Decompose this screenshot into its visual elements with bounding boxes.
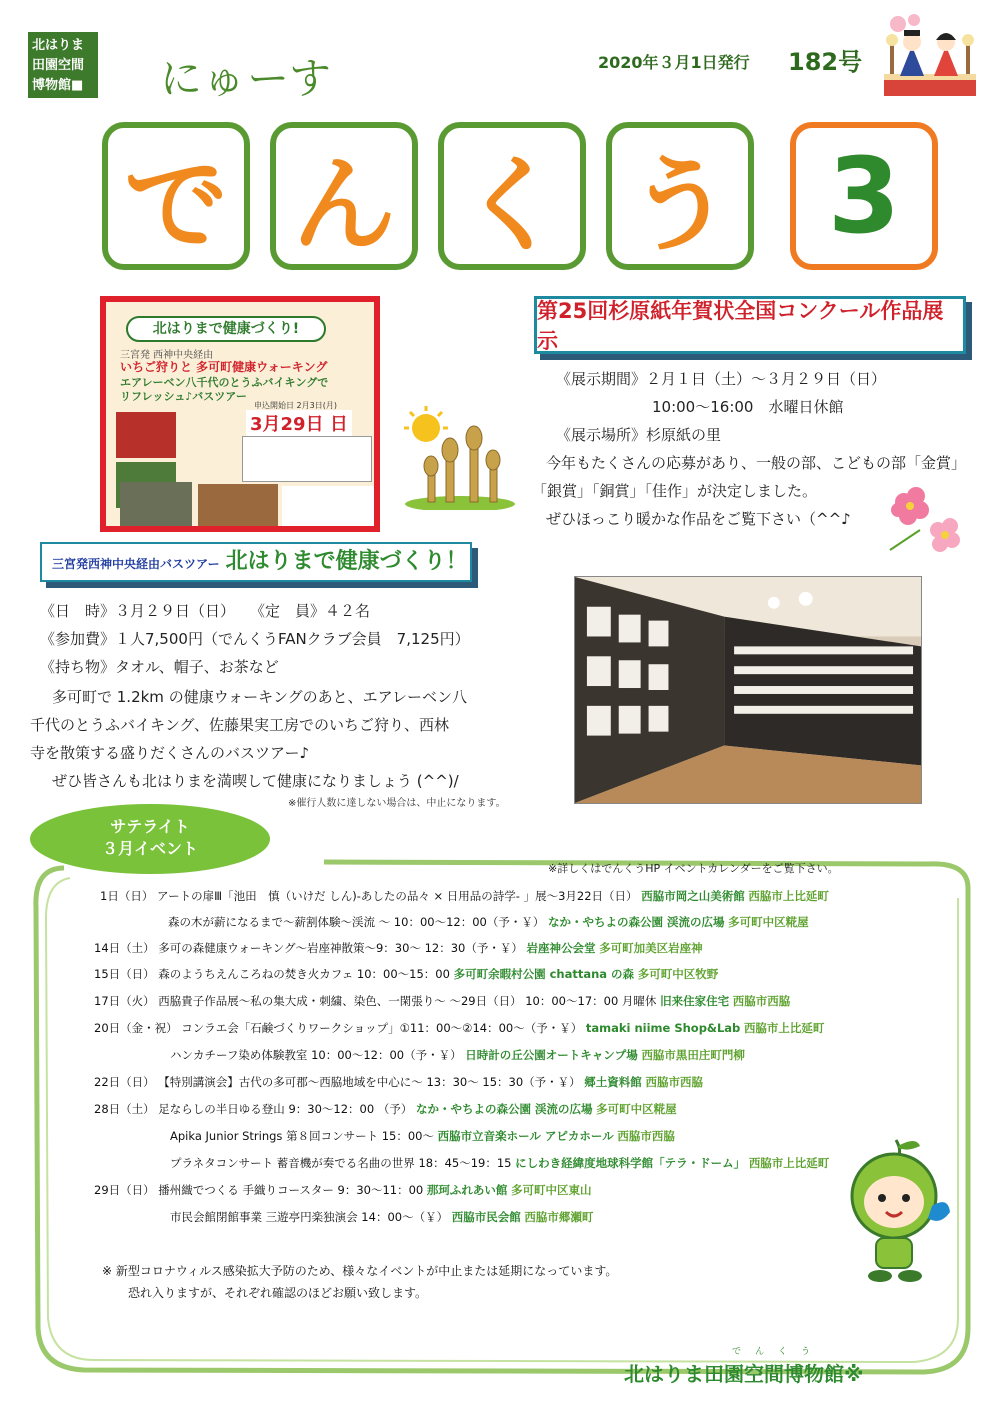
event-venue: 岩座神公会堂: [526, 941, 596, 955]
event-area: 西脇市西脇: [732, 994, 791, 1008]
event-row: [94, 966, 718, 982]
event-area: 多可町加美区岩座神: [599, 941, 703, 955]
exhibition-place: 《展示場所》杉原紙の里: [556, 426, 722, 444]
event-venue: 那珂ふれあい館: [426, 1183, 508, 1197]
building-photo: [120, 482, 192, 526]
event-row: [94, 940, 703, 956]
poster-info-table: [242, 436, 372, 482]
exhibition-title: 第25回杉原紙年賀状全国コンクール作品展示: [534, 296, 966, 354]
event-venue: 旧来住家住宅: [660, 994, 730, 1008]
food-photo: [198, 484, 278, 528]
bus-tour-title: [40, 542, 472, 582]
bus-tour-poster: [100, 296, 380, 532]
museum-logo: [28, 32, 98, 98]
bus-tour-body: ぜひ皆さんも北はりまを満喫して健康になりましょう (^^)/: [52, 772, 459, 790]
event-date: 15日（日）: [94, 967, 155, 981]
title-tile-number: 3: [790, 122, 938, 270]
bus-tour-title-small: 三宮発西神中央経由バスツアー: [52, 557, 220, 571]
event-area: 多可町中区牧野: [637, 967, 719, 981]
event-venue: 西脇市岡之山美術館: [641, 889, 745, 903]
plum-flowers-illustration: [880, 480, 970, 560]
issue-number: 182号: [788, 48, 863, 76]
exhibition-body: 「銀賞」「銅賞」「佳作」が決定しました。: [532, 482, 818, 500]
event-text: ハンカチーフ染め体験教室 10：00～12：00（予・￥）: [170, 1048, 462, 1062]
event-area: 多可町中区糀屋: [596, 1102, 677, 1116]
event-text: 足ならしの半日ゆる登山 9：30～12：00 （予）: [158, 1102, 413, 1116]
event-text: アートの扉Ⅲ「池田 慎（いけだ しん)-あしたの品々 × 日用品の詩学- 」展～3月22日（日）: [156, 889, 638, 903]
event-date: 17日（火）: [94, 994, 155, 1008]
poster-footer: [282, 486, 374, 528]
exhibition-hours: 10:00～16:00 水曜日休館: [652, 398, 844, 416]
event-venue: 郷土資料館: [584, 1075, 642, 1089]
bus-tour-bring: 《持ち物》タオル、帽子、お茶など: [40, 658, 279, 676]
event-venue: にしわき経緯度地球科学館「テラ・ドーム」: [515, 1156, 746, 1170]
event-area: 多可町中区東山: [511, 1183, 592, 1197]
event-venue: 西脇市立音楽ホール アピカホール: [437, 1129, 614, 1143]
footer-ruby: でんくう: [732, 1347, 825, 1357]
event-text: 森のようちえんころねの焚き火カフェ 10：00～15：00: [158, 967, 450, 981]
event-text: 多可の森健康ウォーキング～岩座神散策～9：30～ 12：30（予・￥）: [158, 941, 523, 955]
exhibition-body: 今年もたくさんの応募があり、一般の部、こどもの部「金賞」: [546, 454, 967, 472]
event-date: 1日（日）: [100, 889, 154, 903]
bus-tour-body: 千代のとうふバイキング、佐藤果実工房でのいちご狩り、西林: [30, 716, 449, 734]
event-row: [170, 1047, 745, 1063]
hina-dolls-illustration: [880, 12, 980, 102]
covid-warning: ※ 新型コロナウィルス感染拡大予防のため、様々なイベントが中止または延期になっています。: [102, 1264, 618, 1278]
event-row: [94, 1182, 592, 1198]
poster-date: 3月29日 日: [246, 410, 352, 436]
event-date: 22日（日）: [94, 1075, 155, 1089]
event-area: 西脇市上比延町: [748, 1156, 830, 1170]
event-date: 29日（日）: [94, 1183, 155, 1197]
bus-tour-body: 寺を散策する盛りだくさんのバスツアー♪: [30, 744, 310, 762]
event-row: [170, 1155, 829, 1171]
title-tile: で: [102, 122, 250, 270]
poster-header: 北はりまで健康づくり!: [126, 316, 326, 342]
poster-line: いちご狩りと 多可町健康ウォーキング: [120, 360, 328, 374]
event-venue: 多可町余暇村公園 chattana の森: [453, 967, 635, 981]
badge-line: ３月イベント: [101, 839, 198, 858]
bus-tour-fee: 《参加費》１人7,500円（でんくうFANクラブ会員 7,125円）: [40, 630, 470, 648]
event-venue: 日時計の丘公園オートキャンプ場: [465, 1048, 638, 1062]
bus-tour-date: 《日 時》３月２９日（日） 《定 員》４２名: [40, 602, 371, 620]
covid-warning: 恐れ入りますが、それぞれ確認のほどお願い致します。: [128, 1286, 428, 1300]
event-text: 市民会館閉館事業 三遊亭円楽独演会 14：00～（￥）: [170, 1210, 449, 1224]
event-area: 西脇市上比延町: [748, 889, 829, 903]
bus-tour-title-big: 北はりまで健康づくり！: [225, 549, 468, 574]
event-row: [100, 888, 829, 904]
event-row: [94, 1020, 824, 1036]
footer-brand: 北はりま田園空間博物館※: [624, 1362, 864, 1386]
logo-line: 田園空間: [32, 58, 85, 73]
event-row: [94, 1074, 703, 1090]
event-area: 西脇市黒田庄町門柳: [641, 1048, 745, 1062]
event-text: コンラエ会「石鹸づくりワークショップ」①11：00～②14：00～（予・￥）: [181, 1021, 583, 1035]
event-venue: tamaki niime Shop&Lab: [585, 1021, 741, 1035]
poster-line: 三宮発 西神中央経由: [120, 350, 214, 361]
exhibition-body: ぜひほっこり暖かな作品をご覧下さい（^^♪: [546, 510, 851, 528]
poster-line: 申込開始日 2月3日(月): [254, 401, 337, 410]
events-note: ※詳しくはでんくうHP イベントカレンダーをご覧下さい。: [548, 862, 839, 875]
event-row: [168, 914, 809, 930]
event-text: 【特別講演会】古代の多可郡～西脇地域を中心に～ 13：30～ 15：30（予・￥）: [158, 1075, 581, 1089]
poster-line: リフレッシュ♪バスツアー: [120, 390, 247, 403]
event-venue: なか・やちよの森公園 渓流の広場: [548, 915, 725, 929]
exhibition-hall-photo: [574, 576, 922, 804]
event-date: 28日（土）: [94, 1102, 155, 1116]
event-area: 西脇市上比延町: [743, 1021, 825, 1035]
event-row: [94, 1101, 677, 1117]
event-area: 西脇市西脇: [645, 1075, 703, 1089]
sun-horsetail-illustration: [400, 404, 520, 510]
event-text: 播州織でつくる 手織りコースター 9：30～11：00: [158, 1183, 424, 1197]
main-title: [102, 122, 932, 272]
poster-line: エアレーベン八千代のとうふバイキングで: [120, 376, 329, 389]
event-text: Apika Junior Strings 第８回コンサート 15：00～: [170, 1129, 434, 1143]
event-area: 西脇市郷瀬町: [524, 1210, 594, 1224]
logo-line: 北はりま: [32, 38, 85, 53]
mascot-illustration: [836, 1136, 956, 1286]
exhibition-period: 《展示期間》２月１日（土）～３月２９日（日）: [556, 370, 887, 388]
logo-line: 博物館■: [32, 78, 84, 93]
event-area: 多可町中区糀屋: [728, 915, 809, 929]
newsletter-kana: にゅーす: [160, 54, 334, 103]
event-row: [94, 993, 790, 1009]
event-venue: なか・やちよの森公園 渓流の広場: [415, 1102, 593, 1116]
bus-tour-note: ※催行人数に達しない場合は、中止になります。: [288, 798, 506, 809]
badge-line: サテライト: [110, 817, 190, 836]
satellite-events-badge: [30, 804, 270, 874]
bus-tour-body: 多可町で 1.2km の健康ウォーキングのあと、エアレーベン八: [52, 688, 468, 706]
event-row: [170, 1209, 593, 1225]
event-venue: 西脇市民会館: [451, 1210, 521, 1224]
title-tile: ん: [270, 122, 418, 270]
title-tile: く: [438, 122, 586, 270]
strawberry-photo: [116, 412, 176, 458]
event-date: 14日（土）: [94, 941, 155, 955]
title-tile: う: [606, 122, 754, 270]
event-row: [170, 1128, 675, 1144]
event-text: 西脇貴子作品展～私の集大成・刺繍、染色、一閑張り～ ～29日（日） 10：00～17：00 月曜休: [158, 994, 657, 1008]
event-text: 森の木が薪になるまで～薪割体験～渓流 ～ 10：00～12：00（予・￥）: [168, 915, 545, 929]
event-date: 20日（金・祝）: [94, 1021, 178, 1035]
issue-date: 2020年３月1日発行: [598, 53, 750, 72]
event-area: 西脇市西脇: [617, 1129, 675, 1143]
event-text: プラネタコンサート 蓄音機が奏でる名曲の世界 18：45～19：15: [170, 1156, 512, 1170]
